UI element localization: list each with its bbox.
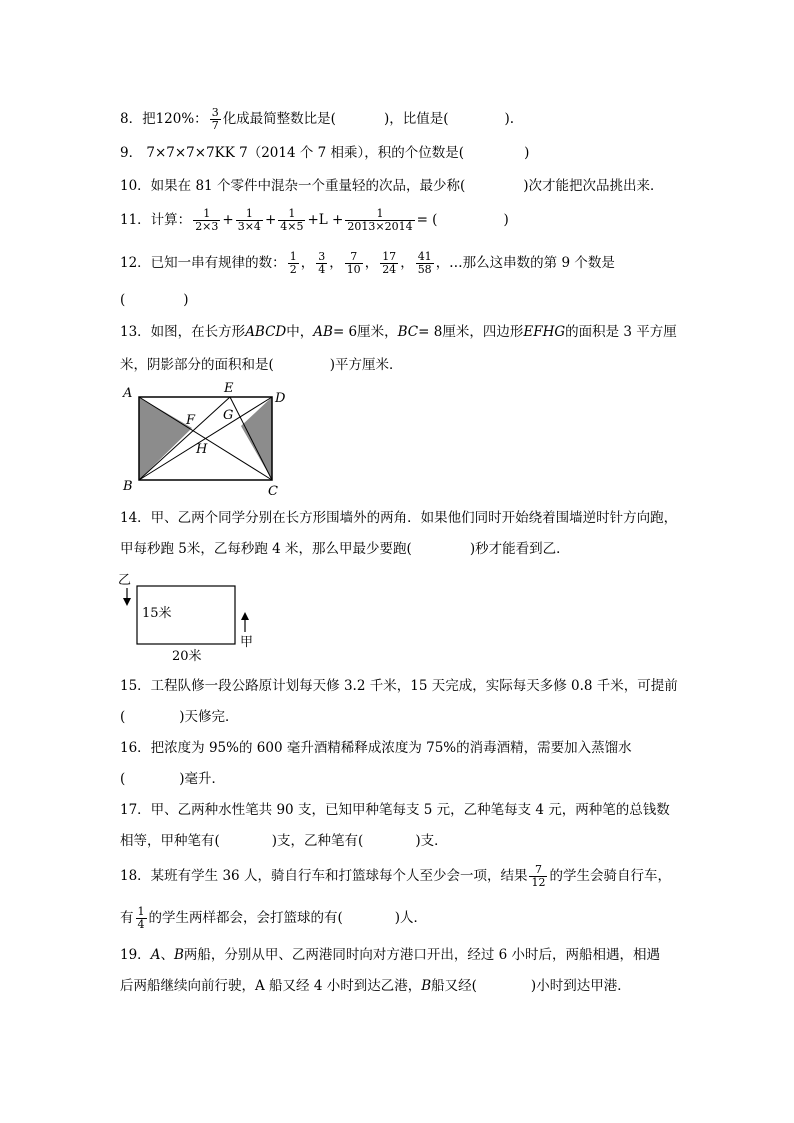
q12-text-b: ，…那么这串数的第 9 个数是 [435, 255, 615, 271]
q14-wall-figure [112, 568, 262, 668]
label-a: A [123, 386, 133, 401]
label-jia: 甲 [240, 635, 254, 650]
question-16-line-2: ( )毫升． [120, 771, 226, 787]
question-15: 15．工程队修一段公路原计划每天修 3.2 千米，15 天完成，实际每天多修 0.8 千米，可提前 [120, 678, 678, 694]
q11-text: 11．计算： [120, 212, 192, 228]
q11-fraction-4: $\frac{1}{2013\times 2014}$ [347, 207, 413, 233]
q8-text: 8．把120%： [120, 111, 208, 127]
question-17: 17．甲、乙两种水性笔共 90 支，已知甲种笔每支 5 元，乙种笔每支 4 元，两种笔的总钱数 [120, 802, 670, 818]
question-17-line-2: 相等，甲种笔有( )支，乙种笔有( )支． [120, 833, 448, 849]
question-18: 18．某班有学生 36 人，骑自行车和打篮球每个人至少会一项，结果 $\frac{7}{12}$ 的学生会骑自行车， [120, 863, 671, 889]
q8-text-d: ). [504, 111, 515, 127]
label-h: H [196, 442, 208, 457]
question-9 [120, 143, 529, 163]
q12-text: 12．已知一串有规律的数： [120, 255, 286, 271]
label-e: E [224, 381, 234, 396]
q12-fraction-2: $\frac{3}{4}$ [318, 250, 326, 276]
question-16: 16．把浓度为 95%的 600 毫升酒精稀释成浓度为 75%的消毒酒精，需要加入蒸馏水 [120, 740, 632, 756]
question-12-answer-line: ( ) [120, 292, 189, 308]
q12-fraction-1: $\frac{1}{2}$ [289, 250, 297, 276]
q12-fraction-4: $\frac{17}{24}$ [382, 250, 397, 276]
question-13: 13．如图，在长方形ABCD中，AB= 6厘米，BC= 8厘米，四边形EFHG的面积是 3 平方厘 [120, 324, 677, 340]
q10-text-b: )次才能把次品挑出来． [523, 178, 664, 194]
question-11: 11．计算： $\frac{1}{2\times 3}$ + $\frac{1}{3\times 4}$ + $\frac{1}{4\times 5}$ +L + $\frac{1}{2013\times 2014}$ = ( ) [120, 207, 509, 233]
q11-fraction-3: $\frac{1}{4\times 5}$ [280, 207, 304, 233]
label-f: F [186, 413, 196, 428]
q8-text-c: )，比值是( [383, 111, 449, 127]
label-d: D [275, 391, 286, 406]
q18-fraction-2: $\frac{1}{4}$ [137, 905, 145, 931]
q12-fraction-5: $\frac{41}{58}$ [417, 250, 432, 276]
q8-fraction: $\frac{3}{7}$ [211, 106, 219, 132]
q11-fraction-1: $\frac{1}{2\times 3}$ [195, 207, 219, 233]
question-14: 14．甲、乙两个同学分别在长方形围墙外的两角．如果他们同时开始绕着围墙逆时针方向跑， [120, 510, 678, 526]
question-19-line-2: 后两船继续向前行驶，A 船又经 4 小时到达乙港，B船又经( )小时到达甲港． [120, 978, 631, 994]
q11-fraction-2: $\frac{1}{3\times 4}$ [237, 207, 261, 233]
arrow-yi-head-icon [123, 598, 131, 606]
q12-fraction-3: $\frac{7}{10}$ [346, 250, 361, 276]
q9-text: 9． 7×7×7×7KK 7（2014 个 7 相乘），积的个位数是( [120, 145, 465, 161]
question-12: 12．已知一串有规律的数： $\frac{1}{2}$ ， $\frac{3}{4}$ ， $\frac{7}{10}$ ， $\frac{17}{24}$ ， $\frac{41}{58}$ ，…那么这串数的第 9 个数是 [120, 250, 615, 276]
label-c: C [268, 484, 278, 498]
label-b: B [123, 479, 133, 494]
q13-rectangle-figure [110, 378, 310, 498]
label-yi: 乙 [118, 573, 132, 588]
question-13-line-2: 米，阴影部分的面积和是( )平方厘米． [120, 357, 403, 373]
arrow-jia-head-icon [241, 612, 249, 620]
question-15-line-2: ( )天修完． [120, 709, 239, 725]
question-10 [120, 176, 664, 196]
q18-fraction-1: $\frac{7}{12}$ [531, 863, 546, 889]
question-14-line-2: 甲每秒跑 5米，乙每秒跑 4 米，那么甲最少要跑( )秒才能看到乙． [120, 541, 570, 557]
label-20m: 20米 [172, 649, 202, 664]
q10-text: 10．如果在 81 个零件中混杂一个重量轻的次品，最少称( [120, 178, 466, 194]
q8-text-b: 化成最简整数比是( [222, 111, 336, 127]
label-g: G [223, 408, 234, 423]
question-8 [120, 107, 514, 132]
question-18-line-2: 有 $\frac{1}{4}$ 的学生两样都会，会打篮球的有( )人． [120, 905, 428, 931]
q9-text-b: ) [524, 145, 530, 161]
label-15m: 15米 [142, 606, 172, 621]
shaded-triangle-right [241, 397, 272, 480]
question-19: 19．A、B两船，分别从甲、乙两港同时向对方港口开出，经过 6 小时后，两船相遇，相遇 [120, 947, 661, 963]
